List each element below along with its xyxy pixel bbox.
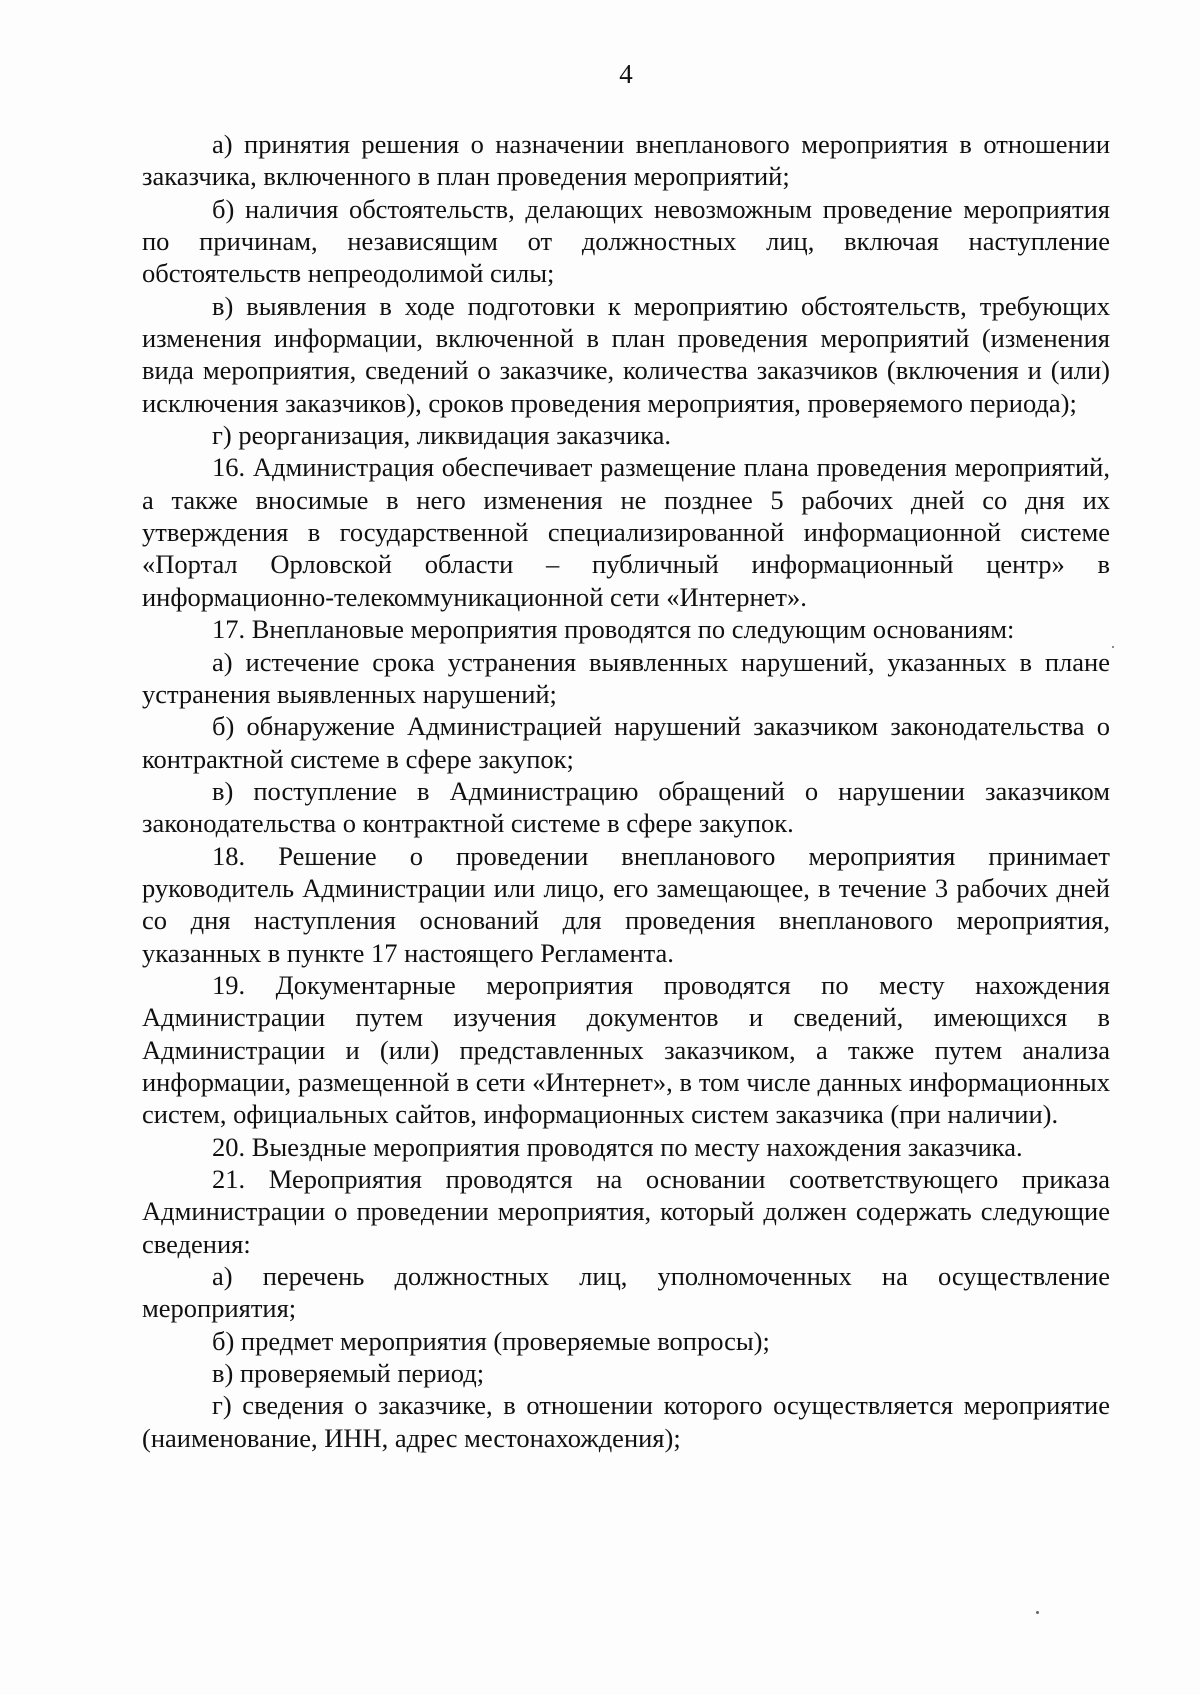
paragraph-item-g-reorganization: г) реорганизация, ликвидация заказчика.: [212, 420, 672, 451]
paragraph-17-a: а) истечение срока устранения выявленных нарушений, указанных в плане устранения выявленных нарушений;: [142, 646, 1110, 709]
paragraph-21-a: а) перечень должностных лиц, уполномоченных на осуществление мероприятия;: [142, 1261, 1110, 1324]
page-number: 4: [619, 59, 633, 89]
paragraph-19: 19. Документарные мероприятия проводятся по месту нахождения Администрации путем изучения документов и сведений, имеющихся в Администрации и (или) представленных заказчиком, а также путем анализа информации, размещенной в сети «Интернет», в том числе данных информационных систем, официальных сайтов, информационных систем заказчика (при наличии).: [142, 969, 1110, 1130]
paragraph-17-v: в) поступление в Администрацию обращений о нарушении заказчиком законодательства о контрактной системе в сфере закупок.: [142, 775, 1110, 839]
paragraph-18: 18. Решение о проведении внепланового мероприятия принимает руководитель Администрации или лицо, его замещающее, в течение 3 рабочих дней со дня наступления оснований для проведения внепланового мероприятия, указанных в пункте 17 настоящего Регламента.: [142, 840, 1110, 968]
paragraph-21-v: в) проверяемый период;: [212, 1358, 485, 1389]
paragraph-item-b-circumstances: б) наличия обстоятельств, делающих невозможным проведение мероприятия по причинам, независящим от должностных лиц, включая наступление обстоятельств непреодолимой силы;: [142, 193, 1110, 289]
paragraph-21-g: г) сведения о заказчике, в отношении которого осуществляется мероприятие (наименование, ИНН, адрес местонахождения);: [142, 1390, 1110, 1453]
scan-speck: [1112, 646, 1114, 648]
paragraph-16: 16. Администрация обеспечивает размещение плана проведения мероприятий, а также вносимые в него изменения не позднее 5 рабочих дней со дня их утверждения в государственной специализированной информационной системе «Портал Орловской области – публичный информационный центр» в информационно-телекоммуникационной сети «Интернет».: [142, 452, 1110, 612]
paragraph-item-v-changes: в) выявления в ходе подготовки к мероприятию обстоятельств, требующих изменения информации, включенной в план проведения мероприятий (изменения вида мероприятия, сведений о заказчике, количества заказчиков (включения и (или) исключения заказчиков), сроков проведения мероприятия, проверяемого периода);: [142, 290, 1110, 418]
document-body: [142, 128, 1110, 1454]
paragraph-21-b: б) предмет мероприятия (проверяемые вопросы);: [212, 1325, 770, 1356]
paragraph-17: 17. Внеплановые мероприятия проводятся по следующим основаниям:: [212, 614, 1015, 645]
paragraph-17-b: б) обнаружение Администрацией нарушений заказчиком законодательства о контрактной системе в сфере закупок;: [142, 711, 1110, 774]
scan-speck: [1036, 1611, 1039, 1614]
paragraph-20: 20. Выездные мероприятия проводятся по месту нахождения заказчика.: [212, 1131, 1023, 1162]
paragraph-item-a-decision: а) принятия решения о назначении внепланового мероприятия в отношении заказчика, включенного в план проведения мероприятий;: [142, 129, 1110, 192]
paragraph-21: 21. Мероприятия проводятся на основании соответствующего приказа Администрации о проведении мероприятия, который должен содержать следующие сведения:: [142, 1164, 1110, 1259]
